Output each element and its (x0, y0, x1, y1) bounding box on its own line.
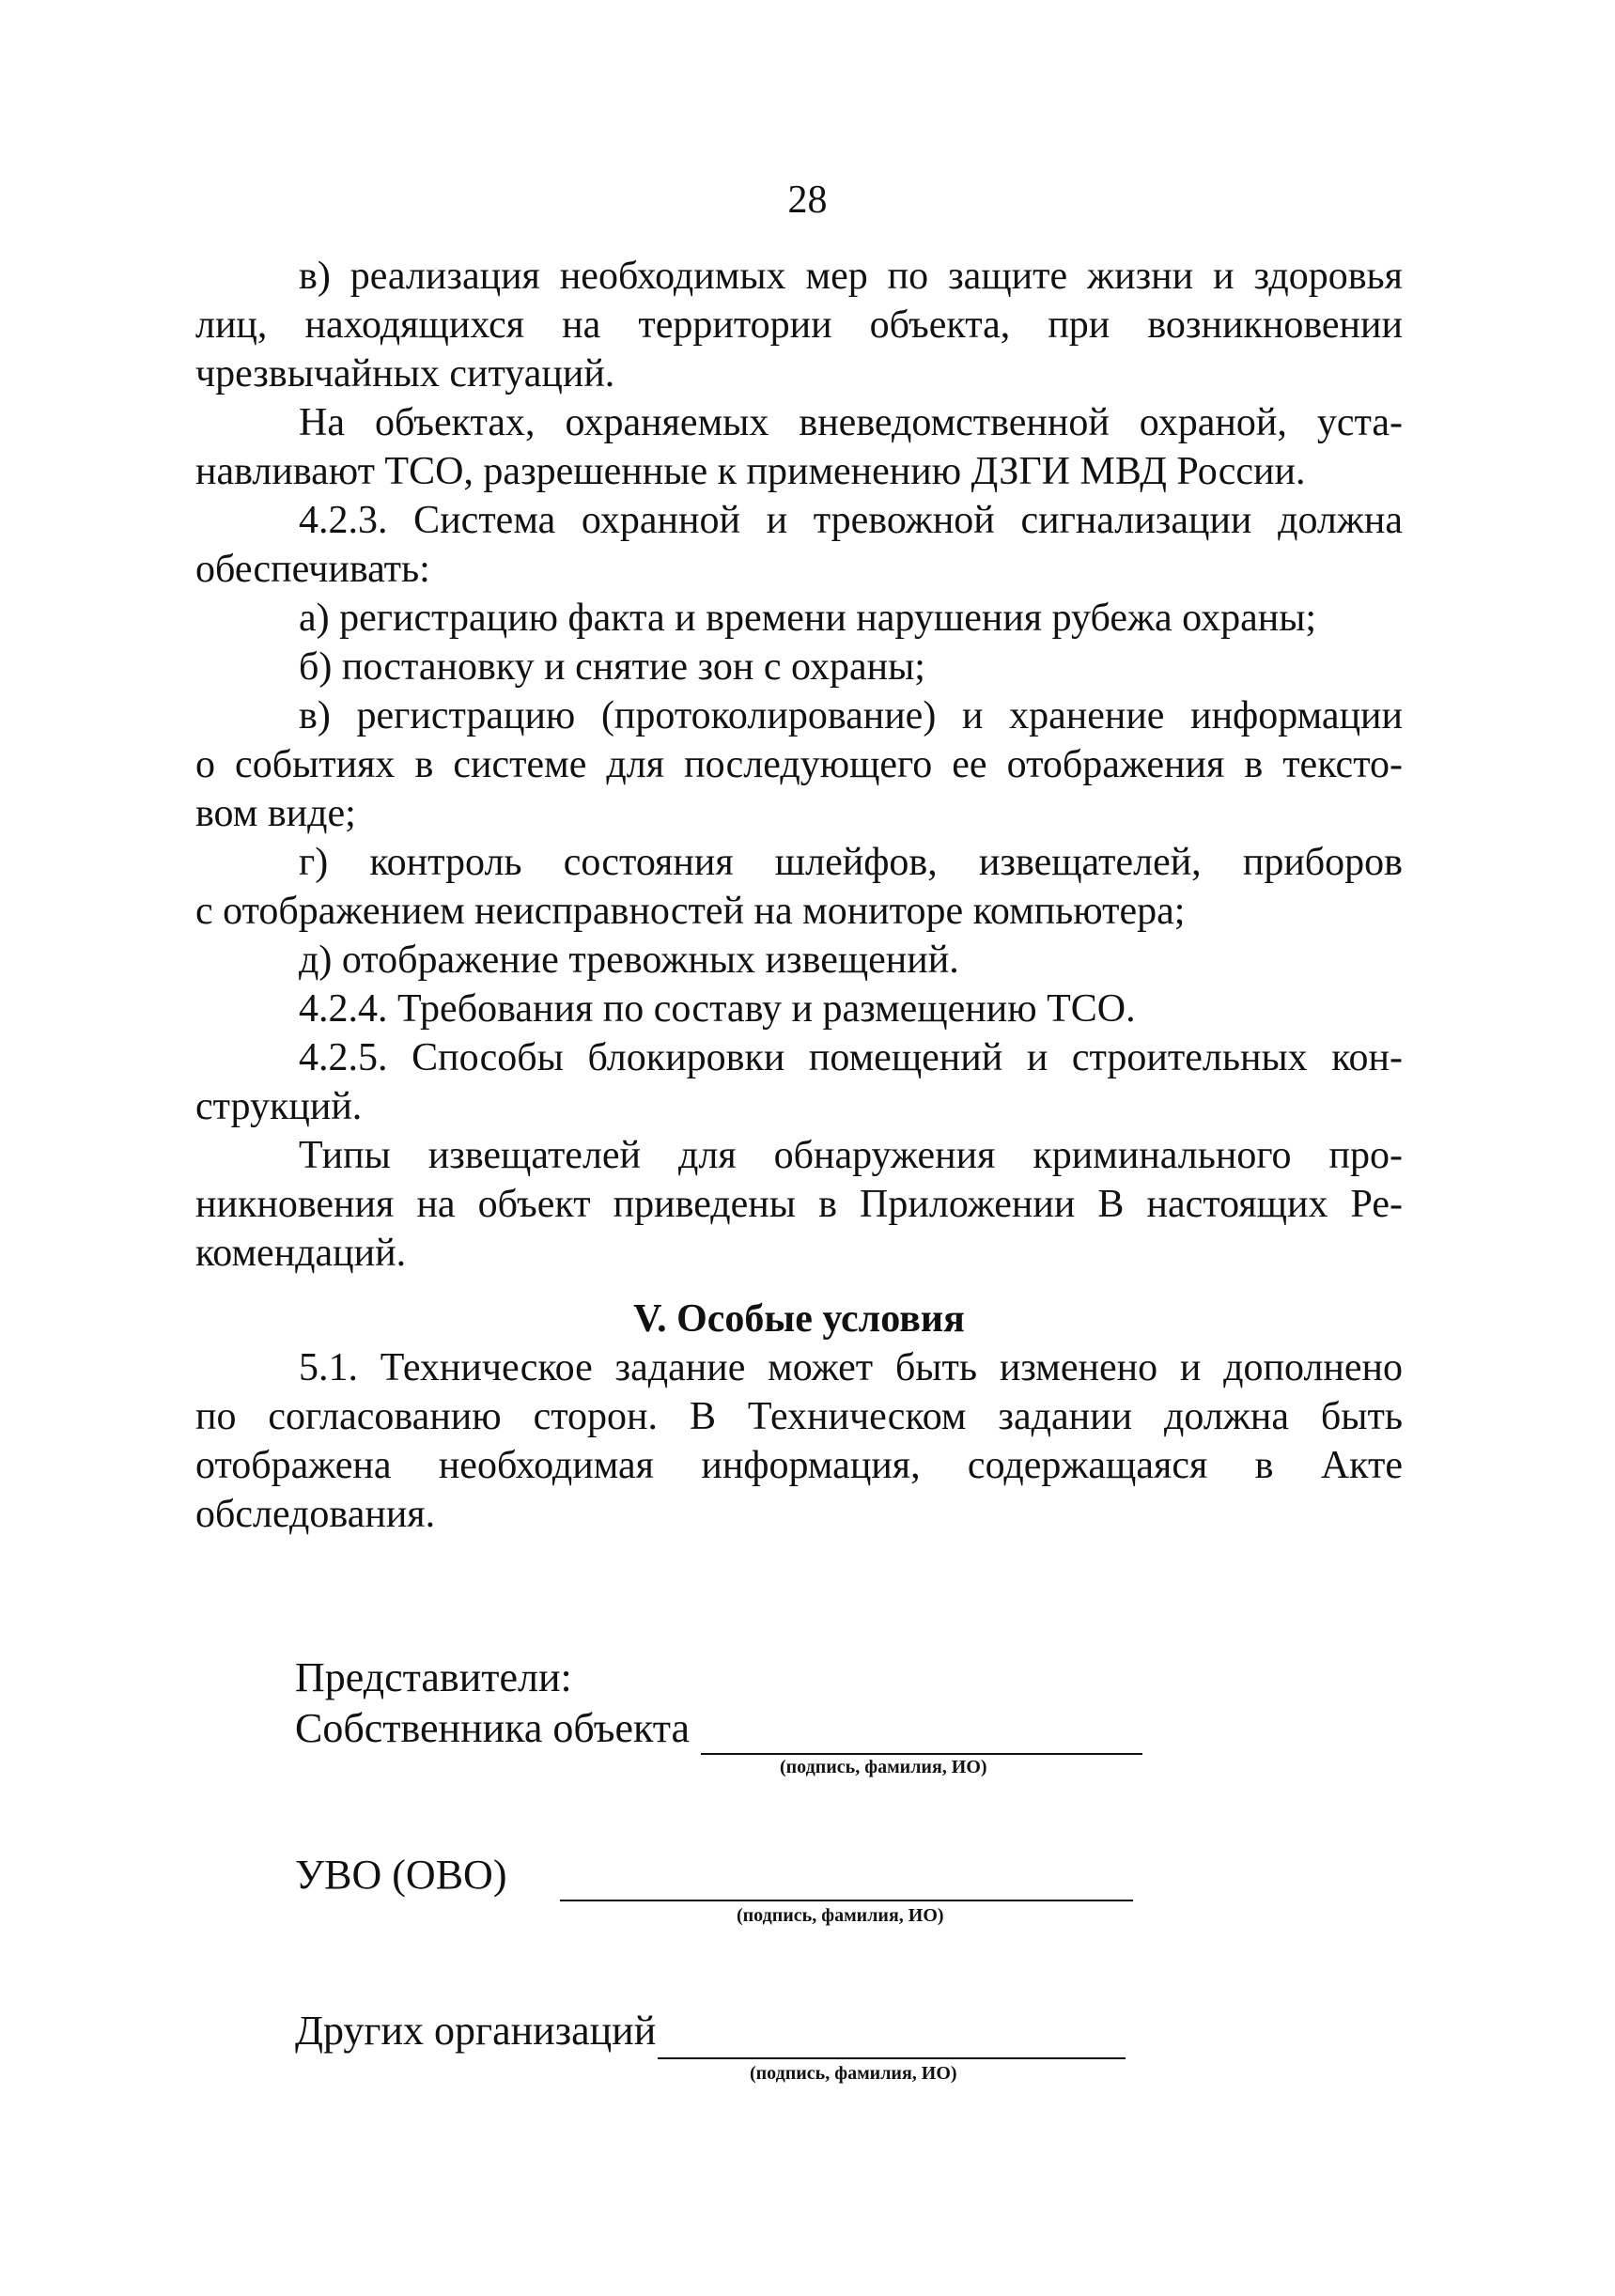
signature-caption-other: (подпись, фамилия, ИО) (750, 2063, 957, 2084)
paragraph-line: лиц, находящихся на территории объекта, при возникновении (195, 303, 1403, 347)
paragraph-line: 4.2.5. Способы блокировки помещений и строительных кон- (299, 1036, 1403, 1079)
paragraph-line: На объектах, охраняемых вневедомственной охраной, уста- (299, 401, 1403, 444)
signature-line-owner (701, 1753, 1142, 1755)
paragraph-line: 5.1. Техническое задание может быть изменено и дополнено (299, 1346, 1403, 1389)
signature-line-other (658, 2057, 1126, 2059)
paragraph-line: г) контроль состояния шлейфов, извещателей, приборов (299, 841, 1403, 884)
paragraph-line: никновения на объект приведены в Приложении В настоящих Ре- (195, 1183, 1403, 1226)
paragraph-line: по согласованию сторон. В Техническом задании должна быть (195, 1395, 1403, 1438)
signature-caption-uvo: (подпись, фамилия, ИО) (737, 1905, 944, 1926)
page-number: 28 (787, 178, 828, 222)
paragraph-line: 4.2.4. Требования по составу и размещению ТСО. (299, 987, 1136, 1031)
paragraph-line: с отображением неисправностей на мониторе компьютера; (195, 890, 1186, 933)
signature-label-other: Других организаций (295, 2008, 657, 2054)
signature-label-owner: Собственника объекта (295, 1705, 691, 1751)
paragraph-line: д) отображение тревожных извещений. (299, 939, 959, 982)
paragraph-line: Типы извещателей для обнаружения криминального про- (299, 1134, 1403, 1177)
paragraph-line: о событиях в системе для последующего ее отображения в тексто- (195, 743, 1403, 786)
paragraph-line: струкций. (195, 1085, 363, 1128)
section-heading: V. Особые условия (633, 1297, 965, 1341)
signatures-title: Представители: (295, 1654, 572, 1700)
paragraph-line: чрезвычайных ситуаций. (195, 352, 615, 396)
signature-line-uvo (560, 1900, 1133, 1901)
paragraph-line: а) регистрацию факта и времени нарушения рубежа охраны; (299, 597, 1317, 640)
paragraph-line: отображена необходимая информация, содержащаяся в Акте (195, 1444, 1403, 1487)
paragraph-line: 4.2.3. Система охранной и тревожной сигнализации должна (299, 499, 1403, 542)
paragraph-line: б) постановку и снятие зон с охраны; (299, 645, 925, 689)
document-body (195, 252, 1403, 1539)
paragraph-line: обеспечивать: (195, 548, 430, 591)
paragraph-line: навливают ТСО, разрешенные к применению ДЗГИ МВД России. (195, 450, 1306, 493)
paragraph-line: комендаций. (195, 1232, 407, 1275)
paragraph-line: вом виде; (195, 792, 356, 835)
signature-label-uvo: УВО (ОВО) (295, 1852, 507, 1898)
paragraph-line: обследования. (195, 1493, 436, 1536)
paragraph-line: в) реализация необходимых мер по защите жизни и здоровья (299, 255, 1403, 298)
paragraph-line: в) регистрацию (протоколирование) и хранение информации (299, 694, 1403, 737)
signature-caption-owner: (подпись, фамилия, ИО) (780, 1757, 987, 1777)
